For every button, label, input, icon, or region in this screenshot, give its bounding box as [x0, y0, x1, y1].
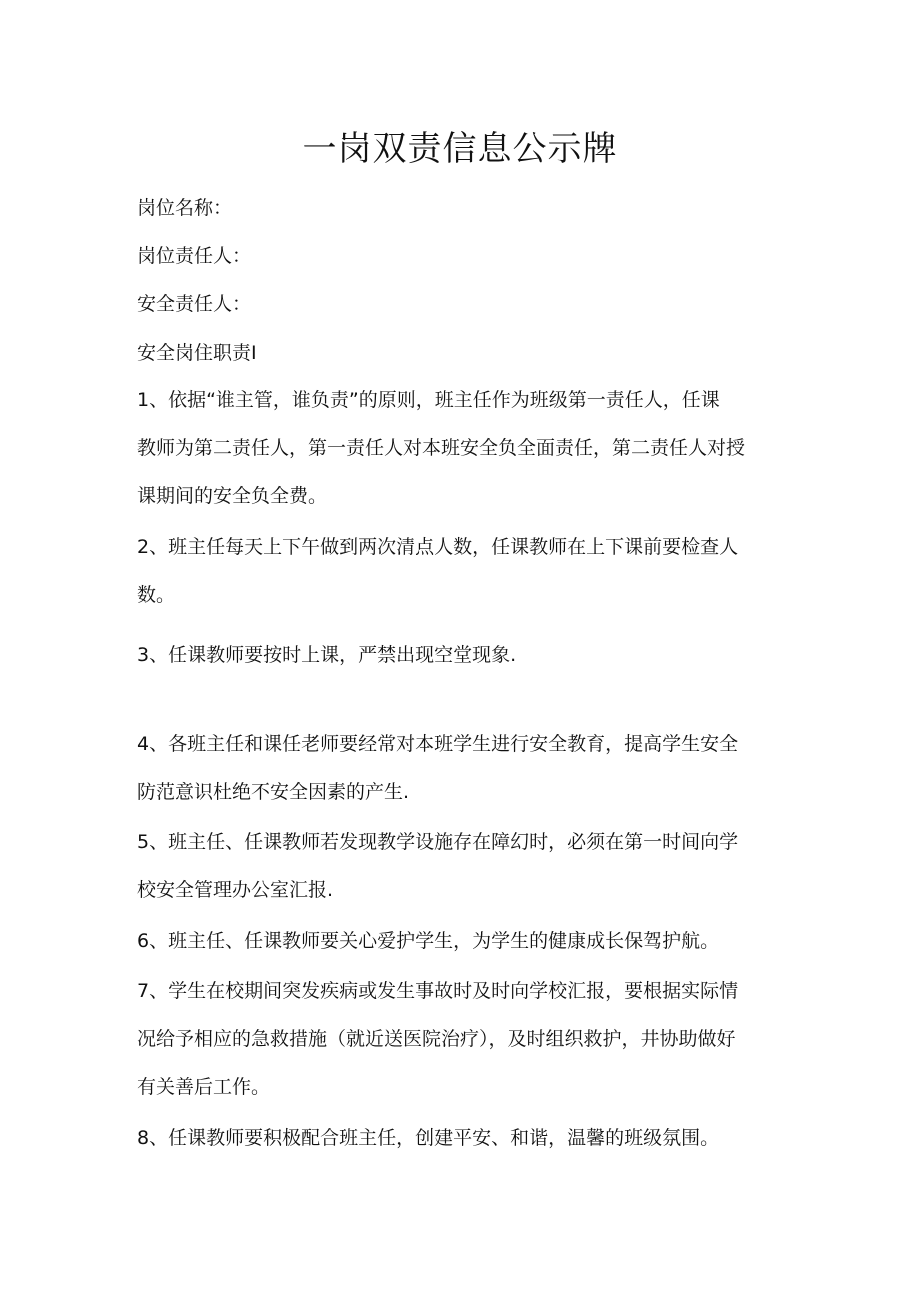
duty-item-8-line-1: 8、任课教师要积极配合班主任，创建平安、和谐，温馨的班级氛围。 [137, 1127, 720, 1149]
duty-item-1 [137, 376, 787, 520]
post-responsible-label: 岗位责任人： [137, 245, 252, 267]
duty-item-6 [137, 917, 787, 965]
duty-item-5-line-2: 校安全管理办公室汇报. [137, 879, 334, 901]
duty-item-7-line-2: 况给予相应的急救措施（就近送医院治疗），及时组织救护，井协助做好 [137, 1028, 736, 1050]
post-name-label: 岗位名称： [137, 197, 233, 219]
duty-item-1-line-1: 1、依据“谁主管，谁负责”的原则，班主任作为班级第一责任人，任课 [137, 389, 720, 411]
duty-item-8 [137, 1114, 787, 1162]
duty-item-5-line-1: 5、班主任、任课教师若发现教学设施存在障幻时，必须在第一时间向学 [137, 831, 739, 853]
duty-item-1-line-2: 教师为第二责任人，第一责任人对本班安全负全面责任，第二责任人对授 [137, 437, 746, 459]
duty-item-5 [137, 818, 787, 914]
duties-heading: 安全岗住职责I [137, 342, 257, 364]
page-title: 一岗双责信息公示牌 [302, 129, 618, 169]
duty-item-4 [137, 720, 787, 816]
duty-item-1-line-3: 课期间的安全负全费。 [137, 485, 328, 507]
duty-item-4-line-2: 防范意识杜绝不安全因素的产生. [137, 781, 410, 803]
duty-item-7-line-3: 有关善后工作。 [137, 1076, 271, 1098]
duty-item-3 [137, 631, 787, 679]
safety-responsible-label: 安全责任人： [137, 293, 252, 315]
duty-item-6-line-1: 6、班主任、任课教师要关心爱护学生，为学生的健康成长保驾护航。 [137, 930, 720, 952]
duty-item-4-line-1: 4、各班主任和课任老师要经常对本班学生进行安全教育，提高学生安全 [137, 733, 739, 755]
duty-item-2 [137, 523, 787, 619]
duty-item-2-line-1: 2、班主任每天上下午做到两次清点人数，任课教师在上下课前要检查人 [137, 536, 739, 558]
duty-item-2-line-2: 数。 [137, 584, 176, 606]
duty-item-7 [137, 967, 787, 1111]
duty-item-3-line-1: 3、任课教师要按时上课，严禁出现空堂现象. [137, 644, 517, 666]
duty-item-7-line-1: 7、学生在校期间突发疾病或发生事故时及时向学校汇报，要根据实际情 [137, 980, 739, 1002]
